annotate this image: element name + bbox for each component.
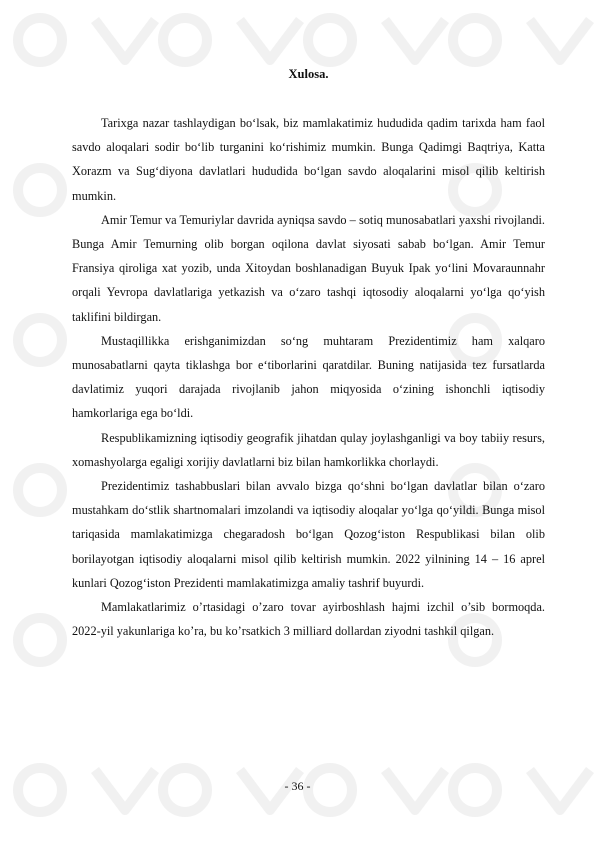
page-number: - 36 -	[284, 779, 311, 793]
paragraph-history: Tarixga nazar tashlaydigan bo‘lsak, biz mamlakatimiz hududida qadim tarixda ham faol savdo aloqalari sodir bo‘lib turganini ko‘rishimiz mumkin. Bunga Qadimgi Baqtriya, Katta Xorazm va Sug‘diyona davlatlari hududida bo‘lgan savdo aloqalarini misol qilib keltirish mumkin.	[72, 116, 545, 203]
paragraph-trade-volume: Mamlakatlarimiz o’rtasidagi o’zaro tovar ayirboshlash hajmi izchil o’sib bormoqda. 2022-yil yakunlariga ko’ra, bu ko’rsatkich 3 milliard dollardan ziyodni tashkil qilgan.	[72, 600, 545, 639]
page-title: Xulosa.	[288, 67, 329, 81]
paragraph-resources: Respublikamizning iqtisodiy geografik jihatdan qulay joylashganligi va boy tabiiy resurs, xomashyolarga egaligi xorijiy davlatlarni biz bilan hamkorlikka chorlaydi.	[72, 430, 545, 469]
paragraph-amir-temur: Amir Temur va Temuriylar davrida ayniqsa savdo – sotiq munosabatlari yaxshi rivojlandi. Bunga Amir Temurning olib borgan oqilona davlat siyosati sabab bo‘lgan. Amir Temur Fransiya qiroliga xat yozib, unda Xitoydan boshlanadigan Buyuk Ipak yo‘lini Movaraunnahr orqali Yevropa davlatlariga yetkazish va o‘zaro tashqi iqtosodiy aloqalarni yo‘lga qo‘yish taklifini bildirgan.	[72, 212, 545, 324]
paragraph-independence: Mustaqillikka erishganimizdan so‘ng muhtaram Prezidentimiz ham xalqaro munosabatlarni qayta tiklashga bor e‘tiborlarini qaratdilar. Buning natijasida tez fursatlarda davlatimiz yuqori darajada rivojlanib jahon miqyosida o‘zining ishonchli iqtisodiy hamkorlariga ega bo‘ldi.	[72, 333, 545, 421]
body-text	[72, 111, 545, 643]
paragraph-kazakhstan: Prezidentimiz tashabbuslari bilan avvalo bizga qo‘shni bo‘lgan davlatlar bilan o‘zaro mustahkam do‘stlik shartnomalari imzolandi va iqtisodiy aloqalar yo‘lga qo‘yildi. Bunga misol tariqasida mamlakatimizga chegaradosh bo‘lgan Qozog‘iston Respublikasi bilan olib borilayotgan iqtisodiy aloqalarni misol qilib keltirish mumkin. 2022 yilnining 14 – 16 aprel kunlari Qozog‘iston Prezidenti mamlakatimizga amaliy tashrif buyurdi.	[72, 479, 545, 590]
